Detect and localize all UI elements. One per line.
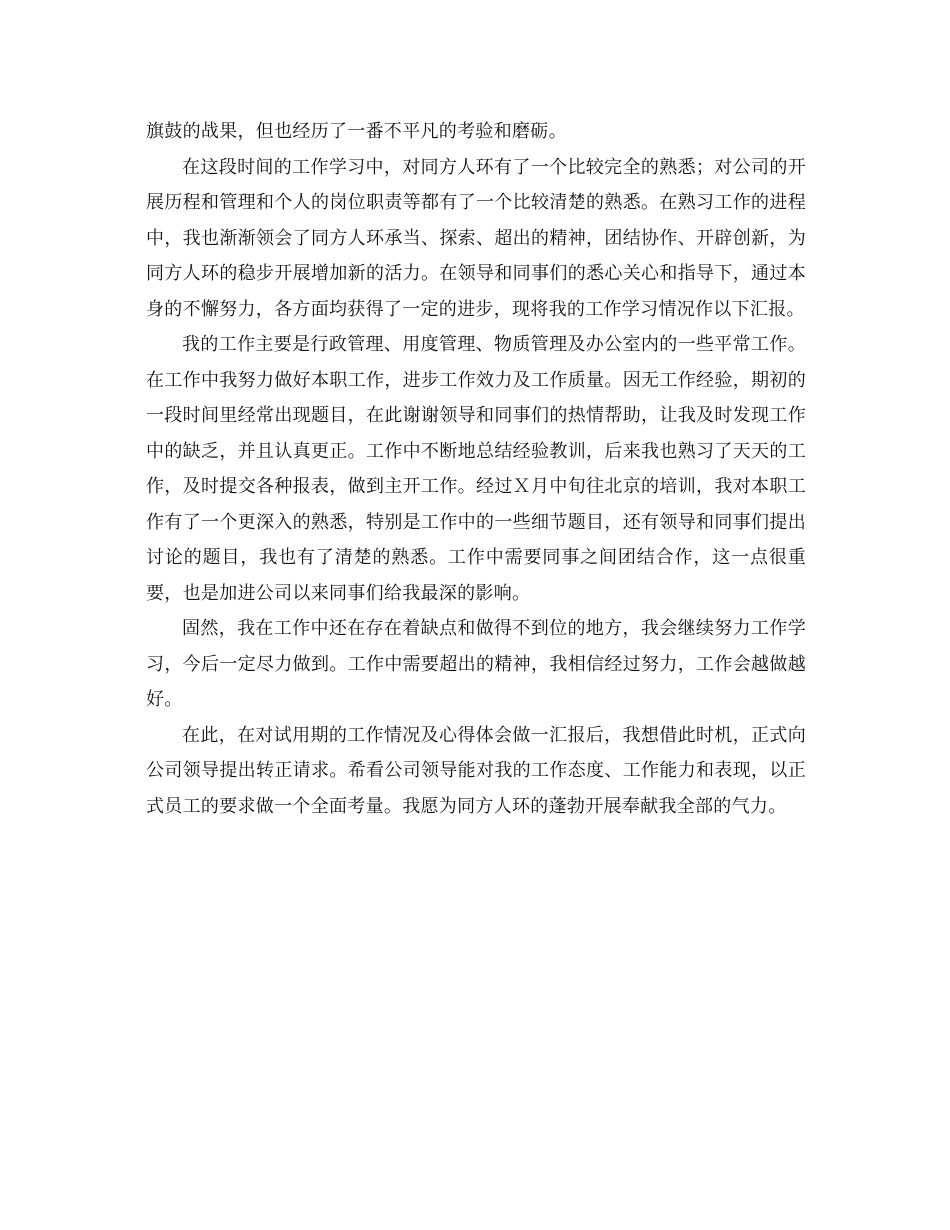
document-body (146, 114, 806, 824)
paragraph-continuation: 旗鼓的战果，但也经历了一番不平凡的考验和磨砺。 (146, 121, 567, 142)
paragraph-shortcomings: 固然，我在工作中还在存在着缺点和做得不到位的地方，我会继续努力工作学习，今后一定尽力做到。工作中需要超出的精神，我相信经过努力，工作会越做越好。 (146, 618, 806, 710)
paragraph-work-duties: 我的工作主要是行政管理、用度管理、物质管理及办公室内的一些平常工作。在工作中我努力做好本职工作，进步工作效力及工作质量。因无工作经验，期初的一段时间里经常出现题目，在此谢谢领导和同事们的热情帮助，让我及时发现工作中的缺乏，并且认真更正。工作中不断地总结经验教训，后来我也熟习了天天的工作，及时提交各种报表，做到主开工作。经过Ｘ月中旬往北京的培训，我对本职工作有了一个更深入的熟悉，特别是工作中的一些细节题目，还有领导和同事们提出讨论的题目，我也有了清楚的熟悉。工作中需要同事之间团结合作，这一点很重要，也是加进公司以来同事们给我最深的影响。 (146, 334, 806, 604)
paragraph-familiarity: 在这段时间的工作学习中，对同方人环有了一个比较完全的熟悉；对公司的开展历程和管理和个人的岗位职责等都有了一个比较清楚的熟悉。在熟习工作的进程中，我也渐渐领会了同方人环承当、探索、超出的精神，团结协作、开辟创新，为同方人环的稳步开展增加新的活力。在领导和同事们的悉心关心和指导下，通过本身的不懈努力，各方面均获得了一定的进步，现将我的工作学习情况作以下汇报。 (146, 156, 806, 320)
paragraph-conversion-request: 在此，在对试用期的工作情况及心得体会做一汇报后，我想借此时机，正式向公司领导提出转正请求。希看公司领导能对我的工作态度、工作能力和表现，以正式员工的要求做一个全面考量。我愿为同方人环的蓬勃开展奉献我全部的气力。 (146, 724, 806, 817)
